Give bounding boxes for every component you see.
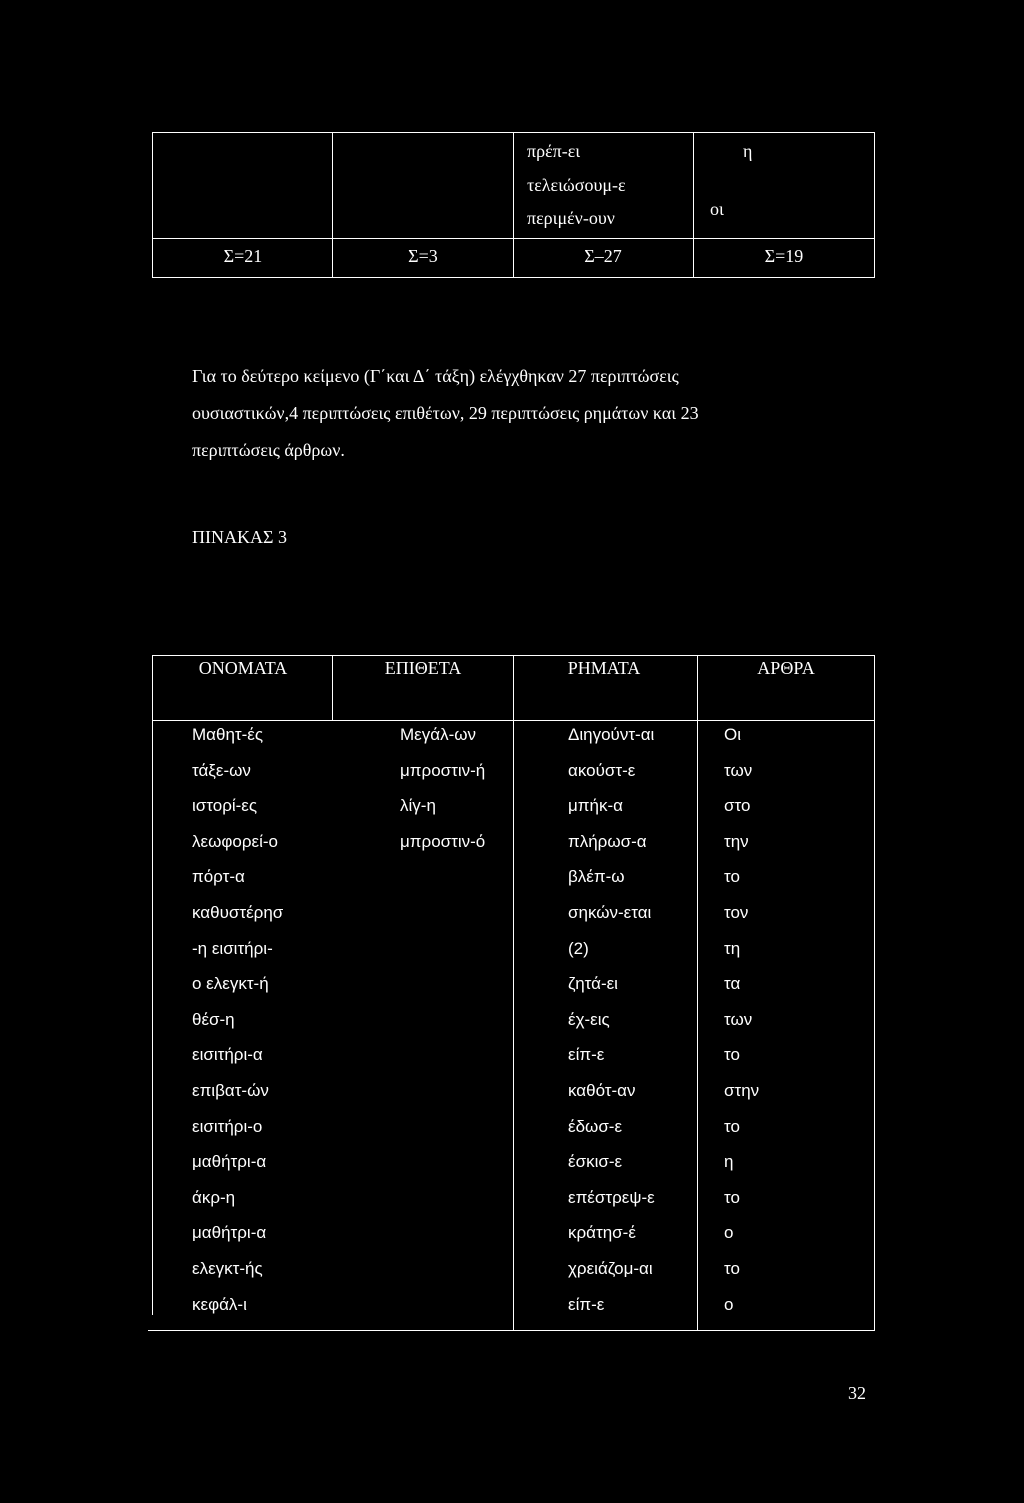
table-cell-noun: -η εισιτήρι- xyxy=(192,939,273,958)
table-cell-verb: βλέπ-ω xyxy=(568,867,625,886)
table-cell-verb: καθότ-αν xyxy=(568,1081,636,1100)
page-number: 32 xyxy=(848,1383,866,1403)
table-cell-adjective: μπροστιν-ό xyxy=(400,832,486,851)
top-table-cell-verb: πρέπ-ει xyxy=(527,141,581,161)
table-cell-verb: ζητά-ει xyxy=(568,974,618,993)
table-cell-noun: ιστορί-ες xyxy=(192,796,258,815)
table-3-header-verbs: ΡΗΜΑΤΑ xyxy=(567,658,641,678)
table-cell-article: το xyxy=(724,1259,740,1278)
table-cell-verb: είπ-ε xyxy=(568,1295,605,1314)
table-cell-noun: θέσ-η xyxy=(192,1010,235,1029)
table-cell-article: το xyxy=(724,1117,740,1136)
table-cell-verb: χρειάζομ-αι xyxy=(568,1259,653,1278)
table-cell-verb: κράτησ-έ xyxy=(568,1223,636,1242)
table-cell-article: το xyxy=(724,1045,740,1064)
table-cell-verb: Διηγούντ-αι xyxy=(568,725,655,744)
table-cell-verb: επέστρεψ-ε xyxy=(568,1188,655,1207)
top-table-sum: Σ=3 xyxy=(408,246,438,266)
table-title: ΠΙΝΑΚΑΣ 3 xyxy=(192,527,287,547)
top-table-cell-verb: τελειώσουμ-ε xyxy=(527,175,626,195)
table-3-header-nouns: ΟΝΟΜΑΤΑ xyxy=(198,658,288,678)
top-table-sum: Σ–27 xyxy=(584,246,622,266)
table-cell-article: τα xyxy=(724,974,741,993)
table-cell-noun: καθυστέρησ xyxy=(192,903,284,922)
paragraph-line: ουσιαστικών,4 περιπτώσεις επιθέτων, 29 περιπτώσεις ρημάτων και 23 xyxy=(192,403,699,423)
top-table-sum: Σ=19 xyxy=(764,246,804,266)
table-3-col-divider xyxy=(332,655,333,721)
top-table-col-divider xyxy=(693,132,694,278)
table-cell-verb: μπήκ-α xyxy=(568,796,623,815)
table-cell-noun: εισιτήρι-ο xyxy=(192,1117,263,1136)
table-cell-article: Οι xyxy=(724,725,741,744)
paragraph-line: περιπτώσεις άρθρων. xyxy=(192,440,345,460)
table-cell-noun: άκρ-η xyxy=(192,1188,236,1207)
table-cell-article: ο xyxy=(724,1295,734,1314)
table-cell-noun: μαθήτρι-α xyxy=(192,1223,267,1242)
table-cell-verb: είπ-ε xyxy=(568,1045,605,1064)
top-table-cell-article: η xyxy=(743,141,753,161)
table-cell-article: στην xyxy=(724,1081,760,1100)
table-cell-noun: τάξε-ων xyxy=(192,761,251,780)
table-cell-article: τη xyxy=(724,939,741,958)
table-cell-noun: πόρτ-α xyxy=(192,867,245,886)
table-cell-noun: επιβατ-ών xyxy=(192,1081,269,1100)
table-cell-verb: πλήρωσ-α xyxy=(568,832,647,851)
table-cell-article: το xyxy=(724,1188,740,1207)
table-cell-noun: μαθήτρι-α xyxy=(192,1152,267,1171)
table-cell-article: η xyxy=(724,1152,734,1171)
table-cell-noun: λεωφορεί-ο xyxy=(192,832,278,851)
top-table-sum: Σ=21 xyxy=(223,246,263,266)
top-table-col-divider xyxy=(513,132,514,278)
table-cell-article: ο xyxy=(724,1223,734,1242)
table-3-header-articles: ΑΡΘΡΑ xyxy=(757,658,815,678)
table-cell-adjective: λίγ-η xyxy=(400,796,436,815)
table-cell-verb: έδωσ-ε xyxy=(568,1117,623,1136)
table-3-header-adjectives: ΕΠΙΘΕΤΑ xyxy=(384,658,462,678)
paragraph-line: Για το δεύτερο κείμενο (Γ΄και Δ΄ τάξη) ελέγχθηκαν 27 περιπτώσεις xyxy=(192,366,679,386)
table-cell-verb: έσκισ-ε xyxy=(568,1152,623,1171)
table-3-col-divider xyxy=(697,655,698,1331)
table-cell-article: τον xyxy=(724,903,749,922)
table-3-border-left xyxy=(152,655,153,1315)
table-cell-verb: ακούστ-ε xyxy=(568,761,636,780)
table-cell-verb: σηκών-εται xyxy=(568,903,652,922)
top-table-border-right xyxy=(874,132,875,278)
table-cell-noun: ο ελεγκτ-ή xyxy=(192,974,269,993)
table-cell-noun: ελεγκτ-ής xyxy=(192,1259,263,1278)
table-3-border-bottom xyxy=(148,1330,875,1331)
table-cell-noun: Μαθητ-ές xyxy=(192,725,264,744)
table-cell-adjective: μπροστιν-ή xyxy=(400,761,486,780)
top-table-cell-article: οι xyxy=(710,199,724,219)
table-cell-noun: εισιτήρι-α xyxy=(192,1045,263,1064)
table-cell-article: των xyxy=(724,1010,753,1029)
top-table-border-left xyxy=(152,132,153,278)
top-table-cell-verb: περιμέν-ουν xyxy=(527,208,615,228)
table-cell-article: των xyxy=(724,761,753,780)
table-cell-noun: κεφάλ-ι xyxy=(192,1295,247,1314)
table-cell-verb: έχ-εις xyxy=(568,1010,610,1029)
table-3-col-divider xyxy=(513,655,514,1331)
table-3-border-right xyxy=(874,655,875,1331)
table-cell-article: την xyxy=(724,832,749,851)
top-table-col-divider xyxy=(332,132,333,278)
table-cell-article: στο xyxy=(724,796,751,815)
table-cell-article: το xyxy=(724,867,740,886)
table-cell-verb: (2) xyxy=(568,939,589,958)
table-cell-adjective: Μεγάλ-ων xyxy=(400,725,477,744)
